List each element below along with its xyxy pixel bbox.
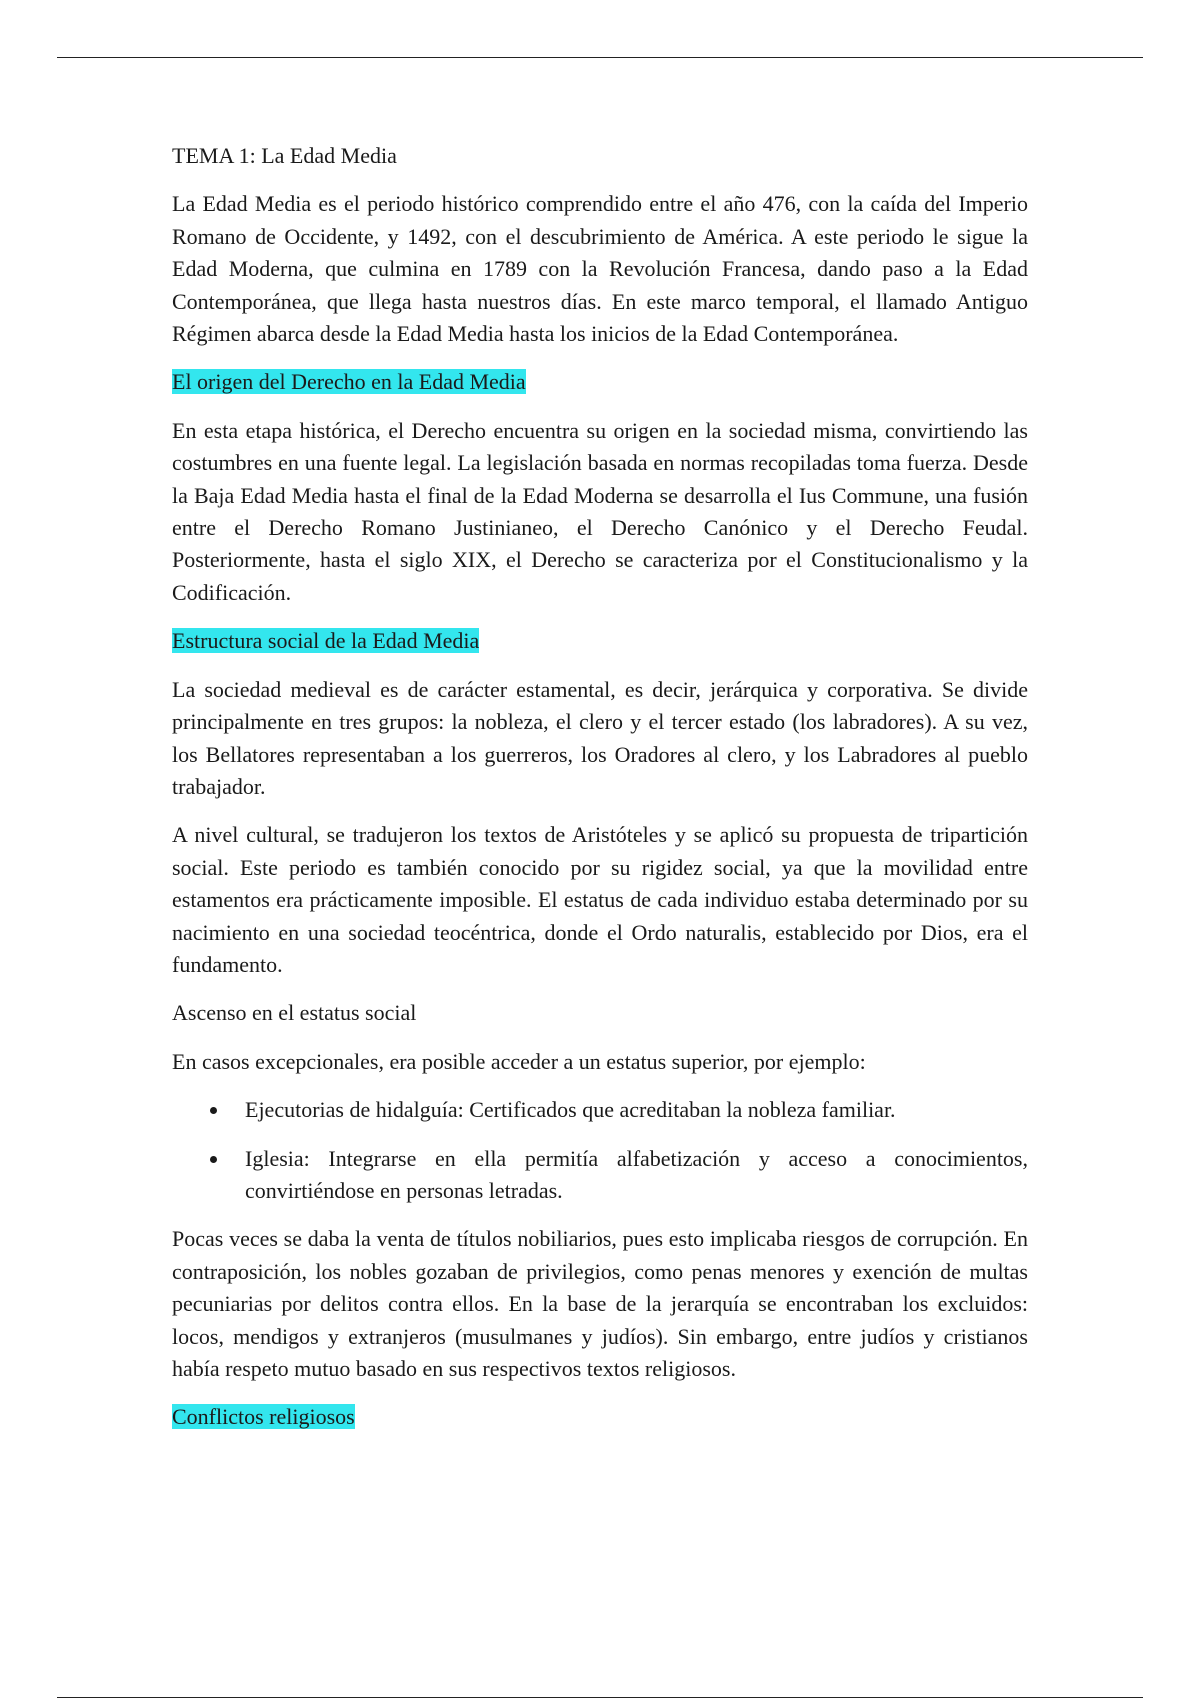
document-page xyxy=(172,140,1028,1450)
section-heading-estructura-social xyxy=(172,625,1028,657)
section-heading-origen-derecho xyxy=(172,366,1028,398)
section-heading-conflictos-religiosos xyxy=(172,1401,1028,1433)
bullet-item-iglesia: Iglesia: Integrarse en ella permitía alfabetización y acceso a conocimientos, convirtiéndose en personas letradas. xyxy=(245,1143,1028,1208)
top-rule xyxy=(57,57,1143,58)
section-estructura-social-paragraph-2: A nivel cultural, se tradujeron los textos de Aristóteles y se aplicó su propuesta de tripartición social. Este periodo es también conocido por su rigidez social, ya que la movilidad entre estamentos era prácticamente imposible. El estatus de cada individuo estaba determinado por su nacimiento en una sociedad teocéntrica, donde el Ordo naturalis, establecido por Dios, era el fundamento. xyxy=(172,822,1028,977)
ascenso-bullet-list xyxy=(172,1094,1028,1207)
subsection-heading-ascenso: Ascenso en el estatus social xyxy=(172,1000,417,1026)
intro-paragraph: La Edad Media es el periodo histórico comprendido entre el año 476, con la caída del Imperio Romano de Occidente, y 1492, con el descubrimiento de América. A este periodo le sigue la Edad Moderna, que culmina en 1789 con la Revolución Francesa, dando paso a la Edad Contemporánea, que llega hasta nuestros días. En este marco temporal, el llamado Antiguo Régimen abarca desde la Edad Media hasta los inicios de la Edad Contemporánea. xyxy=(172,191,1028,347)
bullet-item-ejecutorias: Ejecutorias de hidalguía: Certificados que acreditaban la nobleza familiar. xyxy=(245,1094,1028,1126)
section-estructura-social-paragraph-1: La sociedad medieval es de carácter estamental, es decir, jerárquica y corporativa. Se divide principalmente en tres grupos: la nobleza, el clero y el tercer estado (los labradores). A su vez, los Bellatores representaban a los guerreros, los Oradores al clero, y los Labradores al pueblo trabajador. xyxy=(172,676,1028,799)
subsection-ascenso-closing: Pocas veces se daba la venta de títulos nobiliarios, pues esto implicaba riesgos de corrupción. En contraposición, los nobles gozaban de privilegios, como penas menores y exención de multas pecuniarias por delitos contra ellos. En la base de la jerarquía se encontraban los excluidos: locos, mendigos y extranjeros (musulmanes y judíos). Sin embargo, entre judíos y cristianos había respeto mutuo basado en sus respectivos textos religiosos. xyxy=(172,1226,1028,1381)
subsection-ascenso-intro: En casos excepcionales, era posible acceder a un estatus superior, por ejemplo: xyxy=(172,1048,866,1074)
highlighted-heading-text: El origen del Derecho en la Edad Media xyxy=(172,369,526,395)
highlighted-heading-text: Estructura social de la Edad Media xyxy=(172,628,480,654)
bottom-rule xyxy=(57,1697,1143,1698)
highlighted-heading-text: Conflictos religiosos xyxy=(172,1404,355,1430)
document-title: TEMA 1: La Edad Media xyxy=(172,143,397,168)
section-origen-derecho-body: En esta etapa histórica, el Derecho encuentra su origen en la sociedad misma, convirtiendo las costumbres en una fuente legal. La legislación basada en normas recopiladas toma fuerza. Desde la Baja Edad Media hasta el final de la Edad Moderna se desarrolla el Ius Commune, una fusión entre el Derecho Romano Justinianeo, el Derecho Canónico y el Derecho Feudal. Posteriormente, hasta el siglo XIX, el Derecho se caracteriza por el Constitucionalismo y la Codificación. xyxy=(172,417,1028,605)
